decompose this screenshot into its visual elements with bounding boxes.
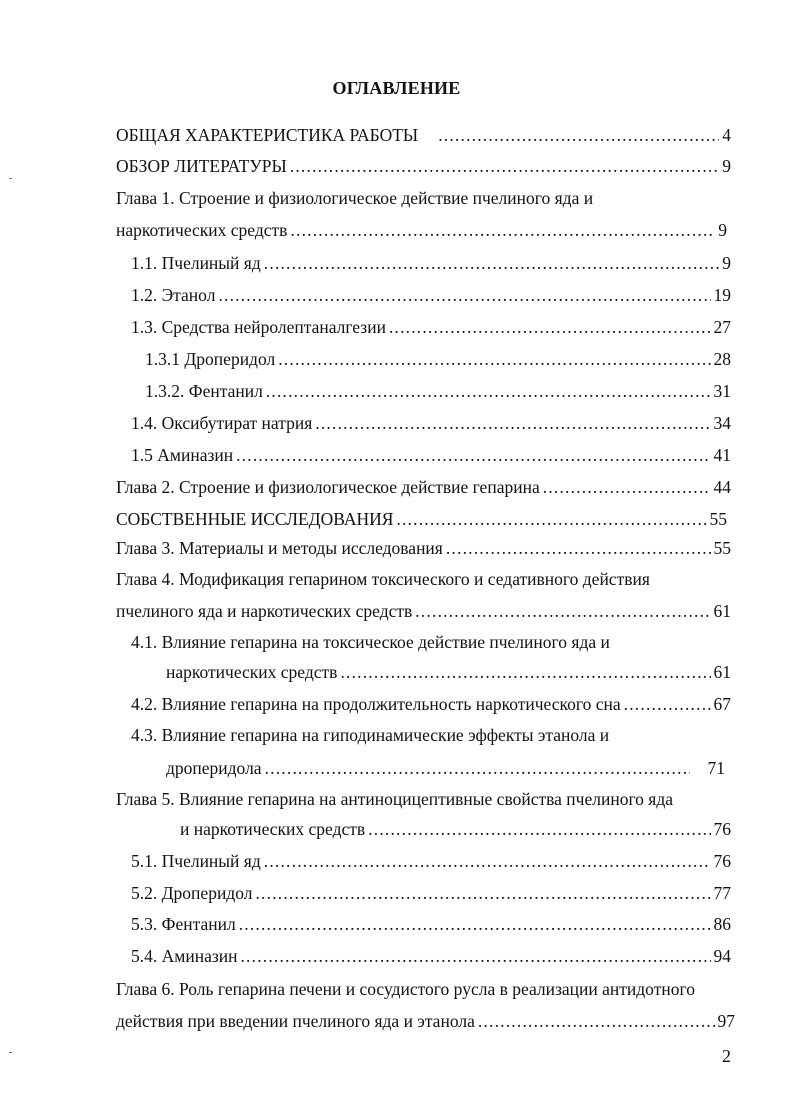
toc-entry-text: 1.3.2. Фентанил xyxy=(145,381,263,401)
toc-entry-page: 9 xyxy=(718,220,727,240)
toc-entry-section-4-2[interactable] xyxy=(131,692,731,716)
toc-entry-text: 4.2. Влияние гепарина на продолжительность наркотического сна xyxy=(131,694,621,714)
dot-leader xyxy=(446,536,711,560)
toc-entry-page: 71 xyxy=(707,758,725,778)
toc-entry-text: СОБСТВЕННЫЕ ИССЛЕДОВАНИЯ xyxy=(116,509,394,529)
toc-entry-chapter-3[interactable] xyxy=(116,536,731,560)
dot-leader xyxy=(264,849,711,873)
toc-entry-section-4-3-line-1[interactable]: 4.3. Влияние гепарина на гиподинамические эффекты этанола и xyxy=(131,725,610,745)
toc-entry-page: 97 xyxy=(717,1011,735,1031)
dot-leader xyxy=(315,411,710,435)
toc-entry-text: дроперидола xyxy=(166,758,262,778)
toc-entry-section-4-1[interactable] xyxy=(166,660,731,684)
dot-leader xyxy=(340,660,710,684)
toc-entry-chapter-4[interactable] xyxy=(116,599,731,623)
dot-leader xyxy=(265,756,690,780)
toc-entry-page: 55 xyxy=(709,509,727,529)
toc-entry-chapter-5-line-1[interactable]: Глава 5. Влияние гепарина на антиноцицептивные свойства пчелиного яда xyxy=(116,789,674,809)
toc-entry-chapter-1-line-1[interactable]: Глава 1. Строение и физиологическое действие пчелиного яда и xyxy=(116,188,594,208)
toc-entry-page: 94 xyxy=(713,946,731,966)
toc-entry-page: 77 xyxy=(713,883,731,903)
toc-entry-own-research[interactable] xyxy=(116,507,727,531)
toc-entry-text: Глава 2. Строение и физиологическое действие гепарина xyxy=(116,477,540,497)
dot-leader xyxy=(255,881,710,905)
toc-entry-text: 5.4. Аминазин xyxy=(131,946,238,966)
toc-entry-page: 34 xyxy=(713,413,731,433)
toc-entry-text: 1.3.1 Дроперидол xyxy=(145,349,276,369)
toc-entry-text: 1.2. Этанол xyxy=(131,285,216,305)
toc-entry-text: 1.5 Аминазин xyxy=(131,445,234,465)
toc-entry-text: 5.2. Дроперидол xyxy=(131,883,253,903)
toc-entry-text: наркотических средств xyxy=(166,662,338,682)
toc-entry-section-4-3[interactable] xyxy=(166,756,725,780)
toc-entry-chapter-6-line-1[interactable]: Глава 6. Роль гепарина печени и сосудистого русла в реализации антидотного xyxy=(116,979,695,999)
toc-entry-text: пчелиного яда и наркотических средств xyxy=(116,601,413,621)
toc-entry-chapter-4-line-1[interactable]: Глава 4. Модификация гепарином токсического и седативного действия xyxy=(116,569,650,589)
dot-leader xyxy=(415,599,710,623)
toc-entry-page: 27 xyxy=(713,317,731,337)
dot-leader xyxy=(218,283,710,307)
dot-leader xyxy=(290,218,715,242)
toc-entry-section-1-4[interactable] xyxy=(131,411,731,435)
toc-entry-page: 76 xyxy=(713,819,731,839)
toc-entry-page: 19 xyxy=(713,285,731,305)
toc-entry-section-5-1[interactable] xyxy=(131,849,731,873)
toc-entry-chapter-6[interactable] xyxy=(116,1009,735,1033)
scan-speck xyxy=(9,1052,12,1053)
toc-entry-page: 61 xyxy=(713,662,731,682)
toc-entry-text: 5.1. Пчелиный яд xyxy=(131,851,261,871)
toc-entry-review[interactable] xyxy=(116,154,731,178)
toc-entry-chapter-1[interactable] xyxy=(116,218,727,242)
dot-leader xyxy=(438,123,719,147)
toc-entry-general[interactable] xyxy=(116,123,731,147)
toc-entry-text: ОБЗОР ЛИТЕРАТУРЫ xyxy=(116,156,287,176)
toc-entry-section-5-3[interactable] xyxy=(131,912,731,936)
toc-entry-page: 4 xyxy=(722,125,731,145)
page-number: 2 xyxy=(722,1046,731,1066)
toc-entry-section-1-3-2[interactable] xyxy=(145,379,731,403)
toc-title: ОГЛАВЛЕНИЕ xyxy=(332,78,461,98)
toc-entry-page: 31 xyxy=(713,381,731,401)
scan-speck xyxy=(9,178,12,179)
toc-entry-section-5-2[interactable] xyxy=(131,881,731,905)
toc-entry-page: 44 xyxy=(713,477,731,497)
toc-entry-page: 41 xyxy=(713,445,731,465)
toc-entry-text: действия при введении пчелиного яда и этанола xyxy=(116,1011,475,1031)
toc-entry-page: 9 xyxy=(722,156,731,176)
toc-entry-section-1-3-1[interactable] xyxy=(145,347,731,371)
toc-entry-text: Глава 3. Материалы и методы исследования xyxy=(116,538,443,558)
toc-entry-section-4-1-line-1[interactable]: 4.1. Влияние гепарина на токсическое действие пчелиного яда и xyxy=(131,632,610,652)
toc-entry-page: 76 xyxy=(713,851,731,871)
dot-leader xyxy=(236,443,710,467)
toc-entry-section-5-4[interactable] xyxy=(131,944,731,968)
toc-entry-text: 1.1. Пчелиный яд xyxy=(131,253,261,273)
toc-entry-chapter-2[interactable] xyxy=(116,475,731,499)
dot-leader xyxy=(389,315,711,339)
toc-entry-text: ОБЩАЯ ХАРАКТЕРИСТИКА РАБОТЫ xyxy=(116,125,419,145)
toc-entry-text: наркотических средств xyxy=(116,220,288,240)
dot-leader xyxy=(290,154,719,178)
toc-entry-section-1-2[interactable] xyxy=(131,283,731,307)
dot-leader xyxy=(543,475,711,499)
toc-entry-page: 67 xyxy=(713,694,731,714)
dot-leader xyxy=(240,944,710,968)
toc-entry-page: 28 xyxy=(713,349,731,369)
dot-leader xyxy=(396,507,706,531)
dot-leader xyxy=(278,347,710,371)
toc-entry-text: 1.4. Оксибутират натрия xyxy=(131,413,313,433)
toc-entry-section-1-1[interactable] xyxy=(131,251,731,275)
dot-leader xyxy=(239,912,711,936)
toc-entry-text: и наркотических средств xyxy=(180,819,366,839)
toc-entry-text: 5.3. Фентанил xyxy=(131,914,236,934)
dot-leader xyxy=(624,692,711,716)
toc-entry-page: 86 xyxy=(713,914,731,934)
toc-entry-page: 61 xyxy=(713,601,731,621)
toc-entry-text: 1.3. Средства нейролептаналгезии xyxy=(131,317,386,337)
dot-leader xyxy=(264,251,720,275)
dot-leader xyxy=(368,817,710,841)
toc-entry-page: 55 xyxy=(713,538,731,558)
toc-entry-chapter-5[interactable] xyxy=(180,817,731,841)
toc-entry-section-1-3[interactable] xyxy=(131,315,731,339)
dot-leader xyxy=(266,379,711,403)
toc-entry-page: 9 xyxy=(722,253,731,273)
toc-entry-section-1-5[interactable] xyxy=(131,443,731,467)
dot-leader xyxy=(478,1009,715,1033)
